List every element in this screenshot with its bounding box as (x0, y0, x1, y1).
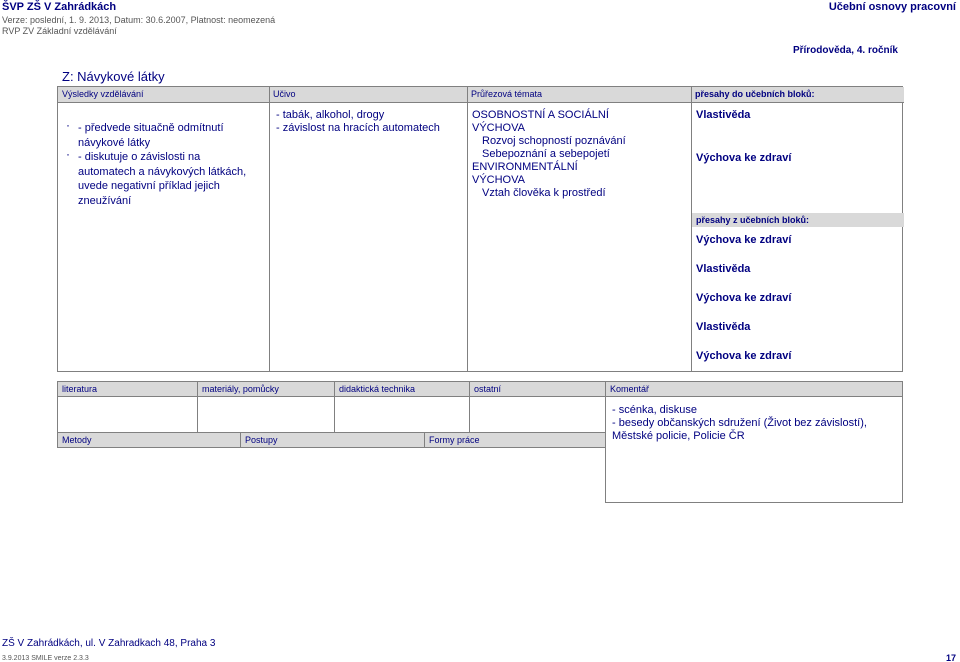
header-formy-prace: Formy práce (424, 432, 606, 448)
comment-line: - scénka, diskuse (612, 404, 697, 416)
version-info: Verze: poslední, 1. 9. 2013, Datum: 30.6.2007, Platnost: neomezená (2, 15, 276, 25)
presahy-z-item: Výchova ke zdraví (696, 292, 792, 304)
header-postupy: Postupy (240, 432, 425, 448)
presahy-z-item: Výchova ke zdraví (696, 350, 792, 362)
bullet-icon: · (66, 118, 70, 132)
ucivo-item: - závislost na hracích automatech (276, 122, 440, 134)
ucivo-column (270, 103, 468, 371)
tema-item: Rozvoj schopností poznávání (482, 135, 626, 147)
header-metody: Metody (57, 432, 241, 448)
ucivo-list (270, 103, 467, 135)
topic-title: Z: Návykové látky (62, 69, 165, 84)
outcome-item: · - diskutuje o závislosti na automatech a návykových látkách, uvede negativní příklad jejich zneužívání (66, 147, 247, 207)
outcome-item: · - předvede situačně odmítnutí návykové látky (66, 118, 224, 149)
header-vysledky: Výsledky vzdělávání (58, 87, 269, 103)
ostatni-cell (469, 397, 606, 435)
temata-column (468, 103, 692, 371)
tema-heading: VÝCHOVA (472, 122, 525, 134)
literatura-cell (57, 397, 198, 435)
tema-item: Vztah člověka k prostředí (482, 187, 606, 199)
rvp-label: RVP ZV Základní vzdělávání (2, 26, 117, 36)
presahy-z-header: přesahy z učebních bloků: (692, 213, 904, 227)
outcomes-list (58, 103, 269, 208)
comment-box (605, 397, 903, 503)
footer-version: 3.9.2013 SMILE verze 2.3.3 (2, 655, 89, 662)
tema-item: Sebepoznání a sebepojetí (482, 148, 610, 160)
curriculum-table (57, 86, 903, 372)
tema-heading: ENVIRONMENTÁLNÍ (472, 161, 578, 173)
temata-list (468, 103, 691, 200)
ucivo-item: - tabák, alkohol, drogy (276, 109, 385, 121)
subject-grade: Přírodověda, 4. ročník (792, 45, 898, 56)
header-ostatni: ostatní (469, 381, 606, 397)
header-komentar: Komentář (605, 381, 903, 397)
tema-heading: VÝCHOVA (472, 174, 525, 186)
header-ucivo: Učivo (269, 87, 467, 103)
presahy-z-item: Vlastivěda (696, 321, 751, 333)
presahy-do-item: Vlastivěda (696, 109, 751, 121)
outcomes-column (58, 103, 270, 371)
header-presahy-do: přesahy do učebních bloků: (691, 87, 904, 103)
presahy-z-item: Výchova ke zdraví (696, 234, 792, 246)
presahy-do-item: Výchova ke zdraví (696, 152, 792, 164)
header-literatura: literatura (57, 381, 198, 397)
comment-line: Městské policie, Policie ČR (612, 430, 745, 442)
header-didakticka-technika: didaktická technika (334, 381, 470, 397)
header-temata: Průřezová témata (467, 87, 691, 103)
bullet-icon: · (66, 147, 70, 161)
header-materialy: materiály, pomůcky (197, 381, 335, 397)
comment-line: - besedy občanských sdružení (Život bez závislostí), (612, 417, 867, 429)
doc-type: Učební osnovy pracovní (828, 1, 956, 13)
footer-school-address: ZŠ V Zahrádkách, ul. V Zahradkach 48, Praha 3 (2, 638, 216, 649)
materialy-cell (197, 397, 335, 435)
presahy-column (692, 103, 904, 371)
resources-table (57, 381, 903, 503)
tema-heading: OSOBNOSTNÍ A SOCIÁLNÍ (472, 109, 609, 121)
page-number: 17 (945, 653, 956, 662)
presahy-z-item: Vlastivěda (696, 263, 751, 275)
technika-cell (334, 397, 470, 435)
school-name: ŠVP ZŠ V Zahrádkách (2, 1, 117, 13)
